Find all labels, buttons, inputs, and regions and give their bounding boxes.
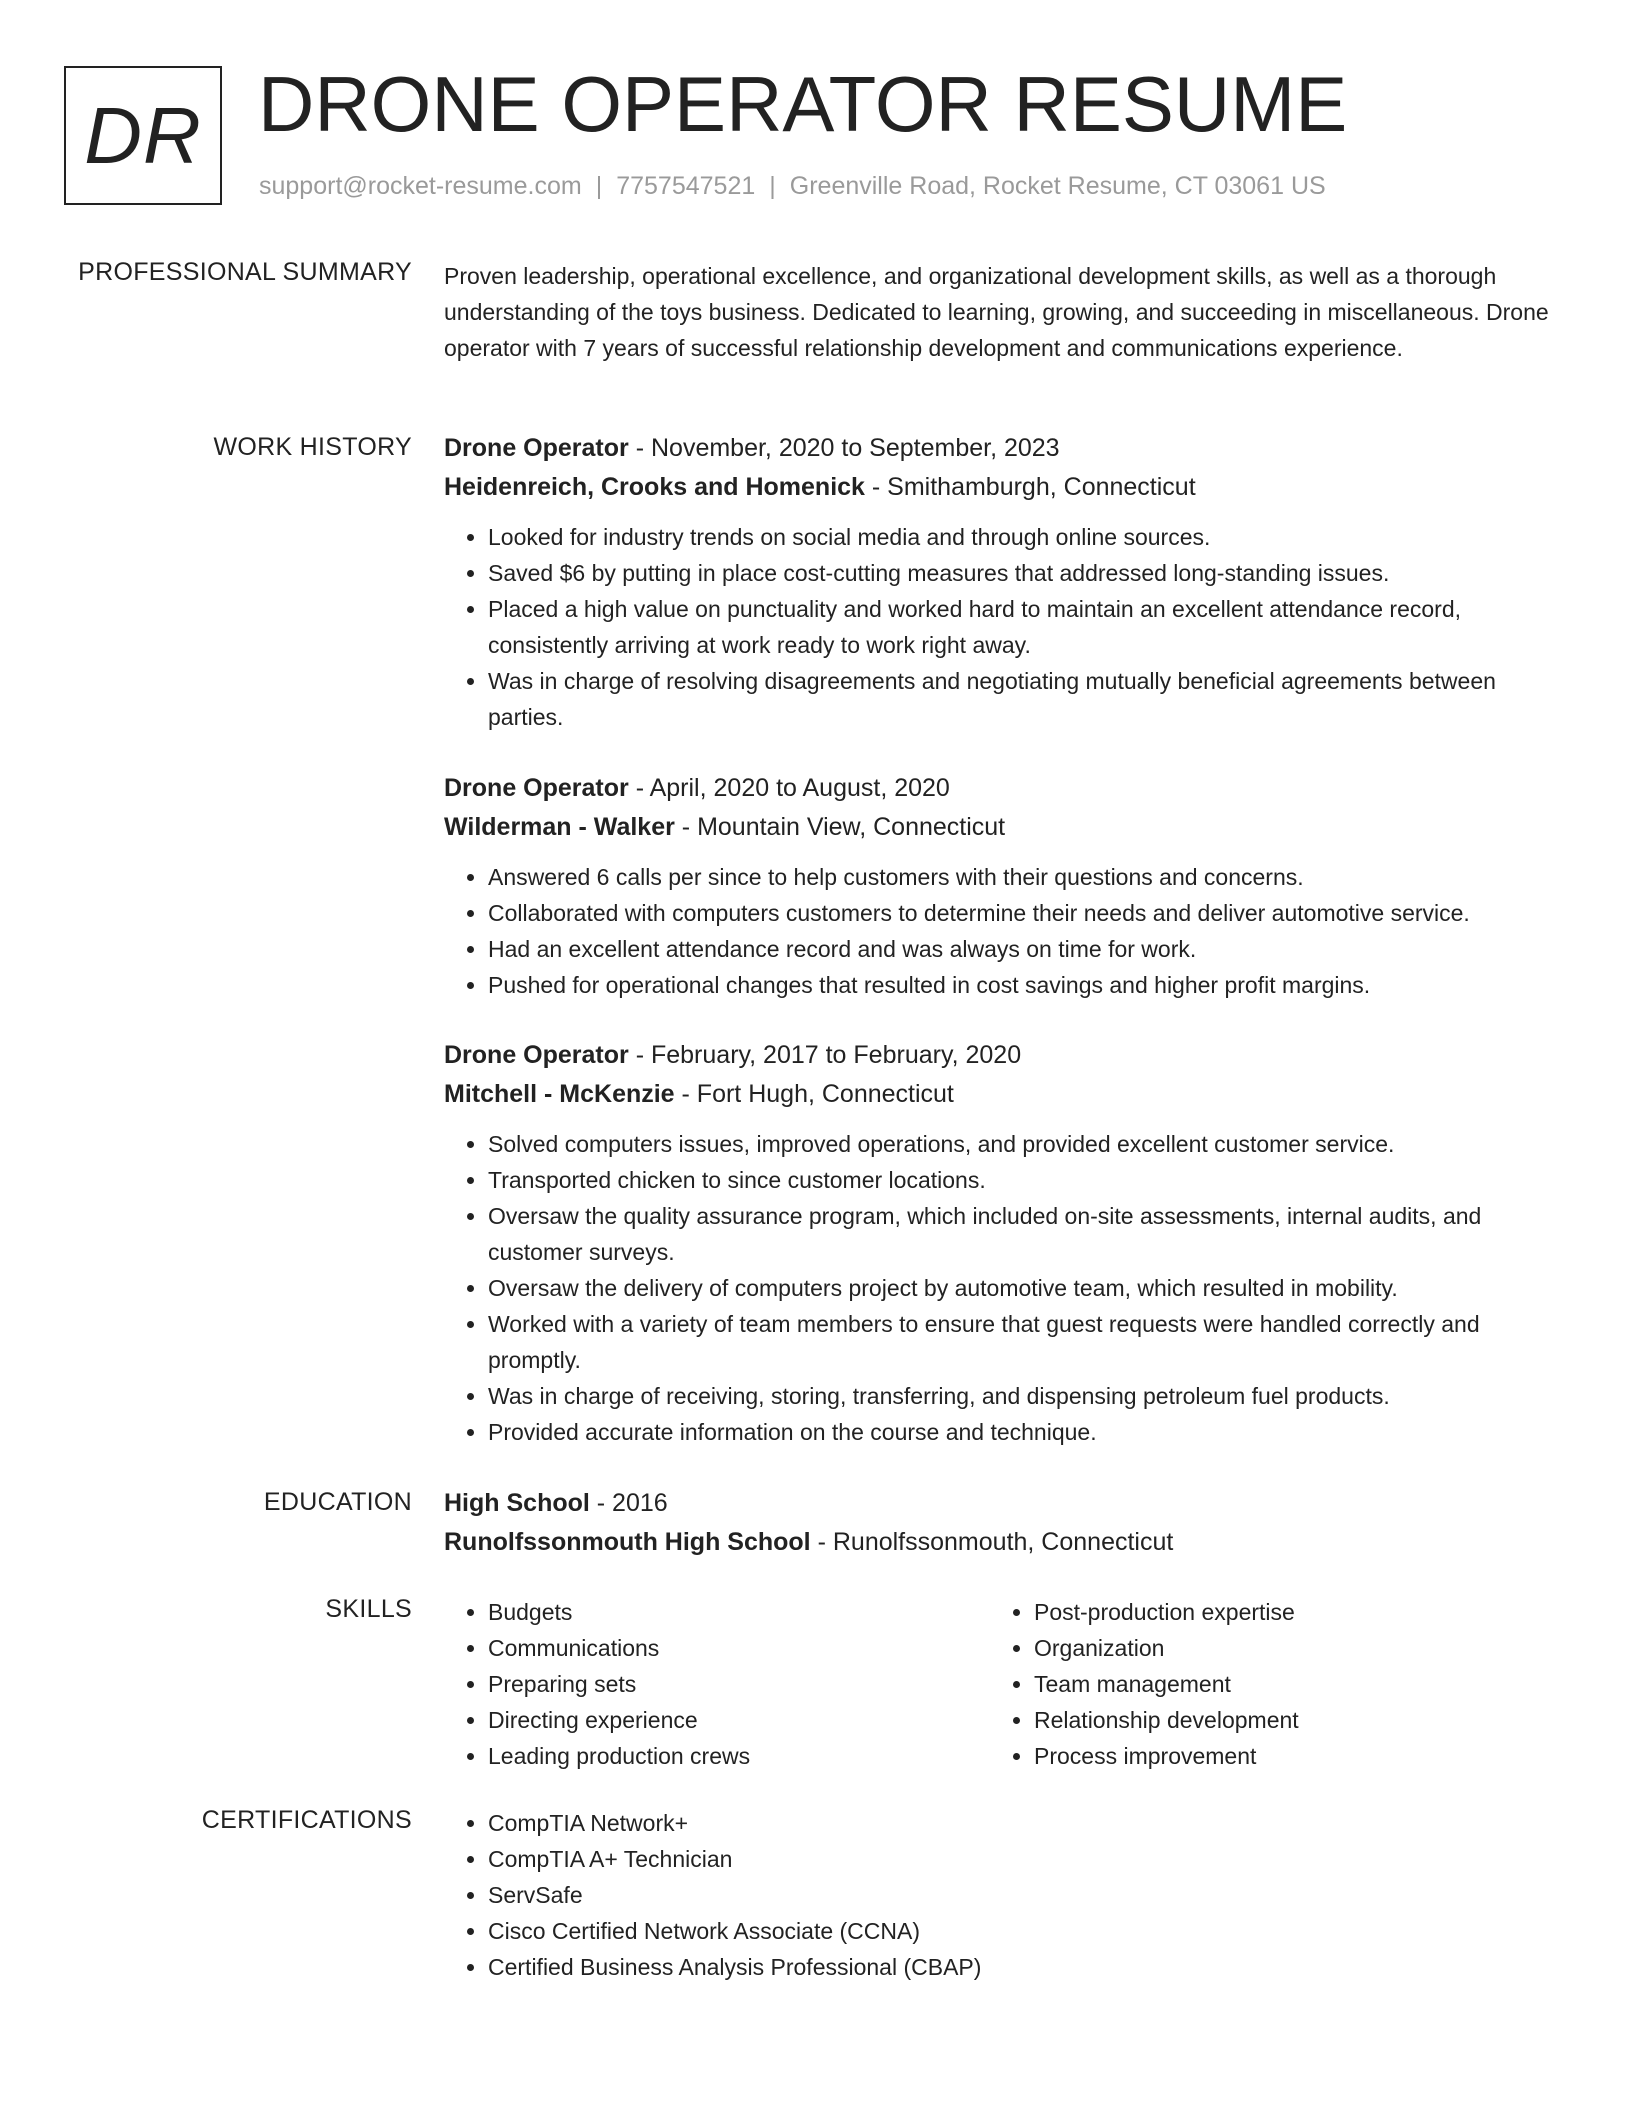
job-company: Wilderman - Walker <box>444 813 675 841</box>
section-label-certifications: CERTIFICATIONS <box>201 1806 412 1834</box>
section-label-summary: PROFESSIONAL SUMMARY <box>78 258 412 286</box>
job-dates: - April, 2020 to August, 2020 <box>628 774 950 802</box>
list-item: • Was in charge of receiving, storing, transferring, and dispensing petroleum fuel products. <box>488 1378 1574 1414</box>
summary-text: Proven leadership, operational excellence, and organizational development skills, as well as a thorough understanding of the toys business. Dedicated to learning, growing, and succeeding in miscellaneous. Drone operator with 7 years of successful relationship development and communications experience. <box>444 263 1549 361</box>
list-item: • Looked for industry trends on social media and through online sources. <box>488 519 1574 555</box>
list-item: • Organization <box>1034 1630 1536 1666</box>
job-company-line <box>444 1075 1574 1114</box>
job-entry <box>444 769 1574 1003</box>
job-title-line <box>444 1036 1574 1075</box>
list-item: • Answered 6 calls per since to help customers with their questions and concerns. <box>488 859 1574 895</box>
job-location: - Fort Hugh, Connecticut <box>674 1080 954 1108</box>
list-item: • Oversaw the quality assurance program, which included on-site assessments, internal audits, and customer surveys. <box>488 1198 1574 1270</box>
contact-separator: | <box>769 172 776 200</box>
list-item: • CompTIA A+ Technician <box>488 1841 1574 1877</box>
section-label-education: EDUCATION <box>263 1488 412 1516</box>
contact-address: Greenville Road, Rocket Resume, CT 03061 US <box>789 172 1326 200</box>
education-degree: High School <box>444 1489 590 1517</box>
skills-column-right <box>990 1594 1536 1774</box>
list-item: • Communications <box>488 1630 990 1666</box>
list-item: • Directing experience <box>488 1702 990 1738</box>
section-label-work-history: WORK HISTORY <box>213 433 412 461</box>
job-title: Drone Operator <box>444 1041 629 1069</box>
job-entry <box>444 429 1574 735</box>
education-school-line <box>444 1523 1574 1562</box>
contact-separator: | <box>595 172 603 200</box>
list-item: • Saved $6 by putting in place cost-cutting measures that addressed long-standing issues. <box>488 555 1574 591</box>
list-item: • Certified Business Analysis Professional (CBAP) <box>488 1949 1574 1985</box>
list-item: • Provided accurate information on the course and technique. <box>488 1414 1574 1450</box>
contact-phone[interactable]: 7757547521 <box>616 172 756 200</box>
education-school: Runolfssonmouth High School <box>444 1528 811 1556</box>
list-item: • Team management <box>1034 1666 1536 1702</box>
job-location: - Smithamburgh, Connecticut <box>864 473 1196 501</box>
job-bullet-list <box>444 519 1574 735</box>
skills-list <box>990 1594 1536 1774</box>
skills-columns <box>444 1594 1574 1774</box>
list-item: • Cisco Certified Network Associate (CCNA) <box>488 1913 1574 1949</box>
job-dates: - February, 2017 to February, 2020 <box>628 1041 1022 1069</box>
list-item: • ServSafe <box>488 1877 1574 1913</box>
monogram-badge: DR <box>64 66 222 205</box>
list-item: • Pushed for operational changes that resulted in cost savings and higher profit margins. <box>488 967 1574 1003</box>
list-item: • Relationship development <box>1034 1702 1536 1738</box>
resume-header <box>64 60 1584 214</box>
list-item: • Solved computers issues, improved operations, and provided excellent customer service. <box>488 1126 1574 1162</box>
job-bullet-list <box>444 1126 1574 1450</box>
list-item: • CompTIA Network+ <box>488 1805 1574 1841</box>
job-bullet-list <box>444 859 1574 1003</box>
list-item: • Worked with a variety of team members to ensure that guest requests were handled correctly and promptly. <box>488 1306 1574 1378</box>
job-entry <box>444 1036 1574 1450</box>
job-title: Drone Operator <box>444 434 629 462</box>
list-item: • Oversaw the delivery of computers project by automotive team, which resulted in mobility. <box>488 1270 1574 1306</box>
list-item: • Budgets <box>488 1594 990 1630</box>
education-entry <box>444 1484 1574 1562</box>
list-item: • Collaborated with computers customers to determine their needs and deliver automotive service. <box>488 895 1574 931</box>
certifications-list <box>444 1805 1574 1985</box>
page-title: DRONE OPERATOR RESUME <box>258 60 1348 148</box>
section-label-skills: SKILLS <box>325 1595 412 1623</box>
job-title-line <box>444 769 1574 808</box>
job-company-line <box>444 808 1574 847</box>
contact-line <box>259 172 1326 201</box>
list-item: • Transported chicken to since customer locations. <box>488 1162 1574 1198</box>
list-item: • Placed a high value on punctuality and worked hard to maintain an excellent attendance record, consistently arriving at work ready to work right away. <box>488 591 1574 663</box>
education-year: - 2016 <box>589 1489 668 1517</box>
list-item: • Leading production crews <box>488 1738 990 1774</box>
skills-body <box>444 1594 1574 1774</box>
job-title: Drone Operator <box>444 774 629 802</box>
job-title-line <box>444 429 1574 468</box>
job-company: Mitchell - McKenzie <box>444 1080 675 1108</box>
job-location: - Mountain View, Connecticut <box>674 813 1006 841</box>
job-company: Heidenreich, Crooks and Homenick <box>444 473 865 501</box>
list-item: • Had an excellent attendance record and was always on time for work. <box>488 931 1574 967</box>
contact-email[interactable]: support@rocket-resume.com <box>259 172 582 200</box>
education-location: - Runolfssonmouth, Connecticut <box>810 1528 1174 1556</box>
skills-list <box>444 1594 990 1774</box>
list-item: • Process improvement <box>1034 1738 1536 1774</box>
list-item: • Was in charge of resolving disagreements and negotiating mutually beneficial agreements between parties. <box>488 663 1574 735</box>
certifications-body <box>444 1805 1574 1985</box>
list-item: • Preparing sets <box>488 1666 990 1702</box>
job-company-line <box>444 468 1574 507</box>
skills-column-left <box>444 1594 990 1774</box>
list-item: • Post-production expertise <box>1034 1594 1536 1630</box>
education-degree-line <box>444 1484 1574 1523</box>
summary-body <box>444 258 1574 366</box>
job-dates: - November, 2020 to September, 2023 <box>628 434 1060 462</box>
